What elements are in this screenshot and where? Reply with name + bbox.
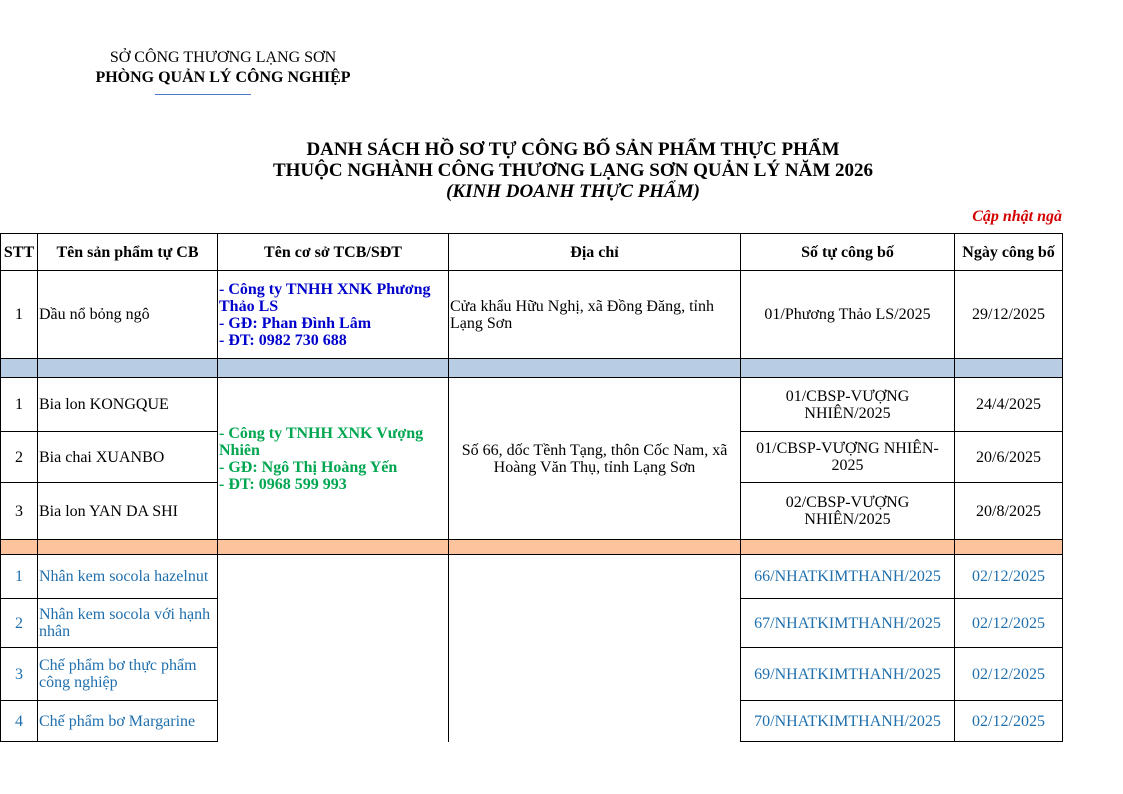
stt-cell: 1 xyxy=(1,271,38,359)
number-cell: 01/CBSP-VƯỢNG NHIÊN-2025 xyxy=(741,432,955,483)
number-cell: 01/Phương Thảo LS/2025 xyxy=(741,271,955,359)
address-cell xyxy=(449,555,741,742)
stt-cell: 3 xyxy=(1,648,38,701)
col-header-product: Tên sản phẩm tự CB xyxy=(38,234,218,271)
stt-cell: 2 xyxy=(1,432,38,483)
product-cell: Nhân kem socola với hạnh nhân xyxy=(38,599,218,648)
col-header-address: Địa chỉ xyxy=(449,234,741,271)
date-cell: 20/8/2025 xyxy=(955,483,1063,540)
date-cell: 02/12/2025 xyxy=(955,701,1063,742)
number-cell: 70/NHATKIMTHANH/2025 xyxy=(741,701,955,742)
company-name: - Công ty TNHH XNK Vượng Nhiên xyxy=(219,424,424,459)
separator-row xyxy=(1,540,1063,555)
date-cell: 29/12/2025 xyxy=(955,271,1063,359)
product-table xyxy=(0,233,1063,742)
company-phone: - ĐT: 0982 730 688 xyxy=(219,331,347,349)
col-header-stt: STT xyxy=(1,234,38,271)
stt-cell: 4 xyxy=(1,701,38,742)
separator-row xyxy=(1,359,1063,378)
product-cell: Chế phẩm bơ thực phẩm công nghiệp xyxy=(38,648,218,701)
stt-cell: 2 xyxy=(1,599,38,648)
col-header-company: Tên cơ sở TCB/SĐT xyxy=(218,234,449,271)
company-cell xyxy=(218,378,449,540)
date-cell: 02/12/2025 xyxy=(955,555,1063,599)
header-underline xyxy=(155,94,251,95)
document-category: (KINH DOANH THỰC PHẨM) xyxy=(446,181,700,202)
col-header-date: Ngày công bố xyxy=(955,234,1063,271)
header-row xyxy=(1,234,1063,271)
product-cell: Dầu nổ bỏng ngô xyxy=(38,271,218,359)
table-row[interactable] xyxy=(1,271,1063,359)
company-name: - Công ty TNHH XNK Phương Thảo LS xyxy=(219,280,431,315)
company-cell xyxy=(218,271,449,359)
spreadsheet-area[interactable] xyxy=(0,233,1063,742)
date-cell: 24/4/2025 xyxy=(955,378,1063,432)
table-row[interactable] xyxy=(1,555,1063,599)
company-director: - GĐ: Ngô Thị Hoàng Yến xyxy=(219,458,398,476)
table-row[interactable] xyxy=(1,378,1063,432)
date-cell: 02/12/2025 xyxy=(955,648,1063,701)
company-director: - GĐ: Phan Đình Lâm xyxy=(219,314,372,332)
product-cell: Chế phẩm bơ Margarine xyxy=(38,701,218,742)
updated-note: Cập nhật ngà xyxy=(972,208,1062,225)
product-cell: Nhân kem socola hazelnut xyxy=(38,555,218,599)
address-cell: Cửa khẩu Hữu Nghị, xã Đồng Đăng, tỉnh Lạng Sơn xyxy=(449,271,741,359)
stt-cell: 3 xyxy=(1,483,38,540)
org-name: SỞ CÔNG THƯƠNG LẠNG SƠN xyxy=(109,49,337,66)
product-cell: Bia chai XUANBO xyxy=(38,432,218,483)
address-cell: Số 66, dốc Tềnh Tạng, thôn Cốc Nam, xã Hoàng Văn Thụ, tỉnh Lạng Sơn xyxy=(449,378,741,540)
number-cell: 66/NHATKIMTHANH/2025 xyxy=(741,555,955,599)
date-cell: 20/6/2025 xyxy=(955,432,1063,483)
col-header-number: Số tự công bố xyxy=(741,234,955,271)
date-cell: 02/12/2025 xyxy=(955,599,1063,648)
number-cell: 67/NHATKIMTHANH/2025 xyxy=(741,599,955,648)
document-subtitle: THUỘC NGHÀNH CÔNG THƯƠNG LẠNG SƠN QUẢN LÝ NĂM 2026 xyxy=(272,160,874,181)
product-cell: Bia lon YAN DA SHI xyxy=(38,483,218,540)
department-name: PHÒNG QUẢN LÝ CÔNG NGHIỆP xyxy=(95,69,351,86)
number-cell: 02/CBSP-VƯỢNG NHIÊN/2025 xyxy=(741,483,955,540)
document-title: DANH SÁCH HỒ SƠ TỰ CÔNG BỐ SẢN PHẨM THỰC PHẨM xyxy=(306,139,840,160)
number-cell: 01/CBSP-VƯỢNG NHIÊN/2025 xyxy=(741,378,955,432)
number-cell: 69/NHATKIMTHANH/2025 xyxy=(741,648,955,701)
product-cell: Bia lon KONGQUE xyxy=(38,378,218,432)
stt-cell: 1 xyxy=(1,378,38,432)
company-cell xyxy=(218,555,449,742)
stt-cell: 1 xyxy=(1,555,38,599)
company-phone: - ĐT: 0968 599 993 xyxy=(219,475,347,493)
